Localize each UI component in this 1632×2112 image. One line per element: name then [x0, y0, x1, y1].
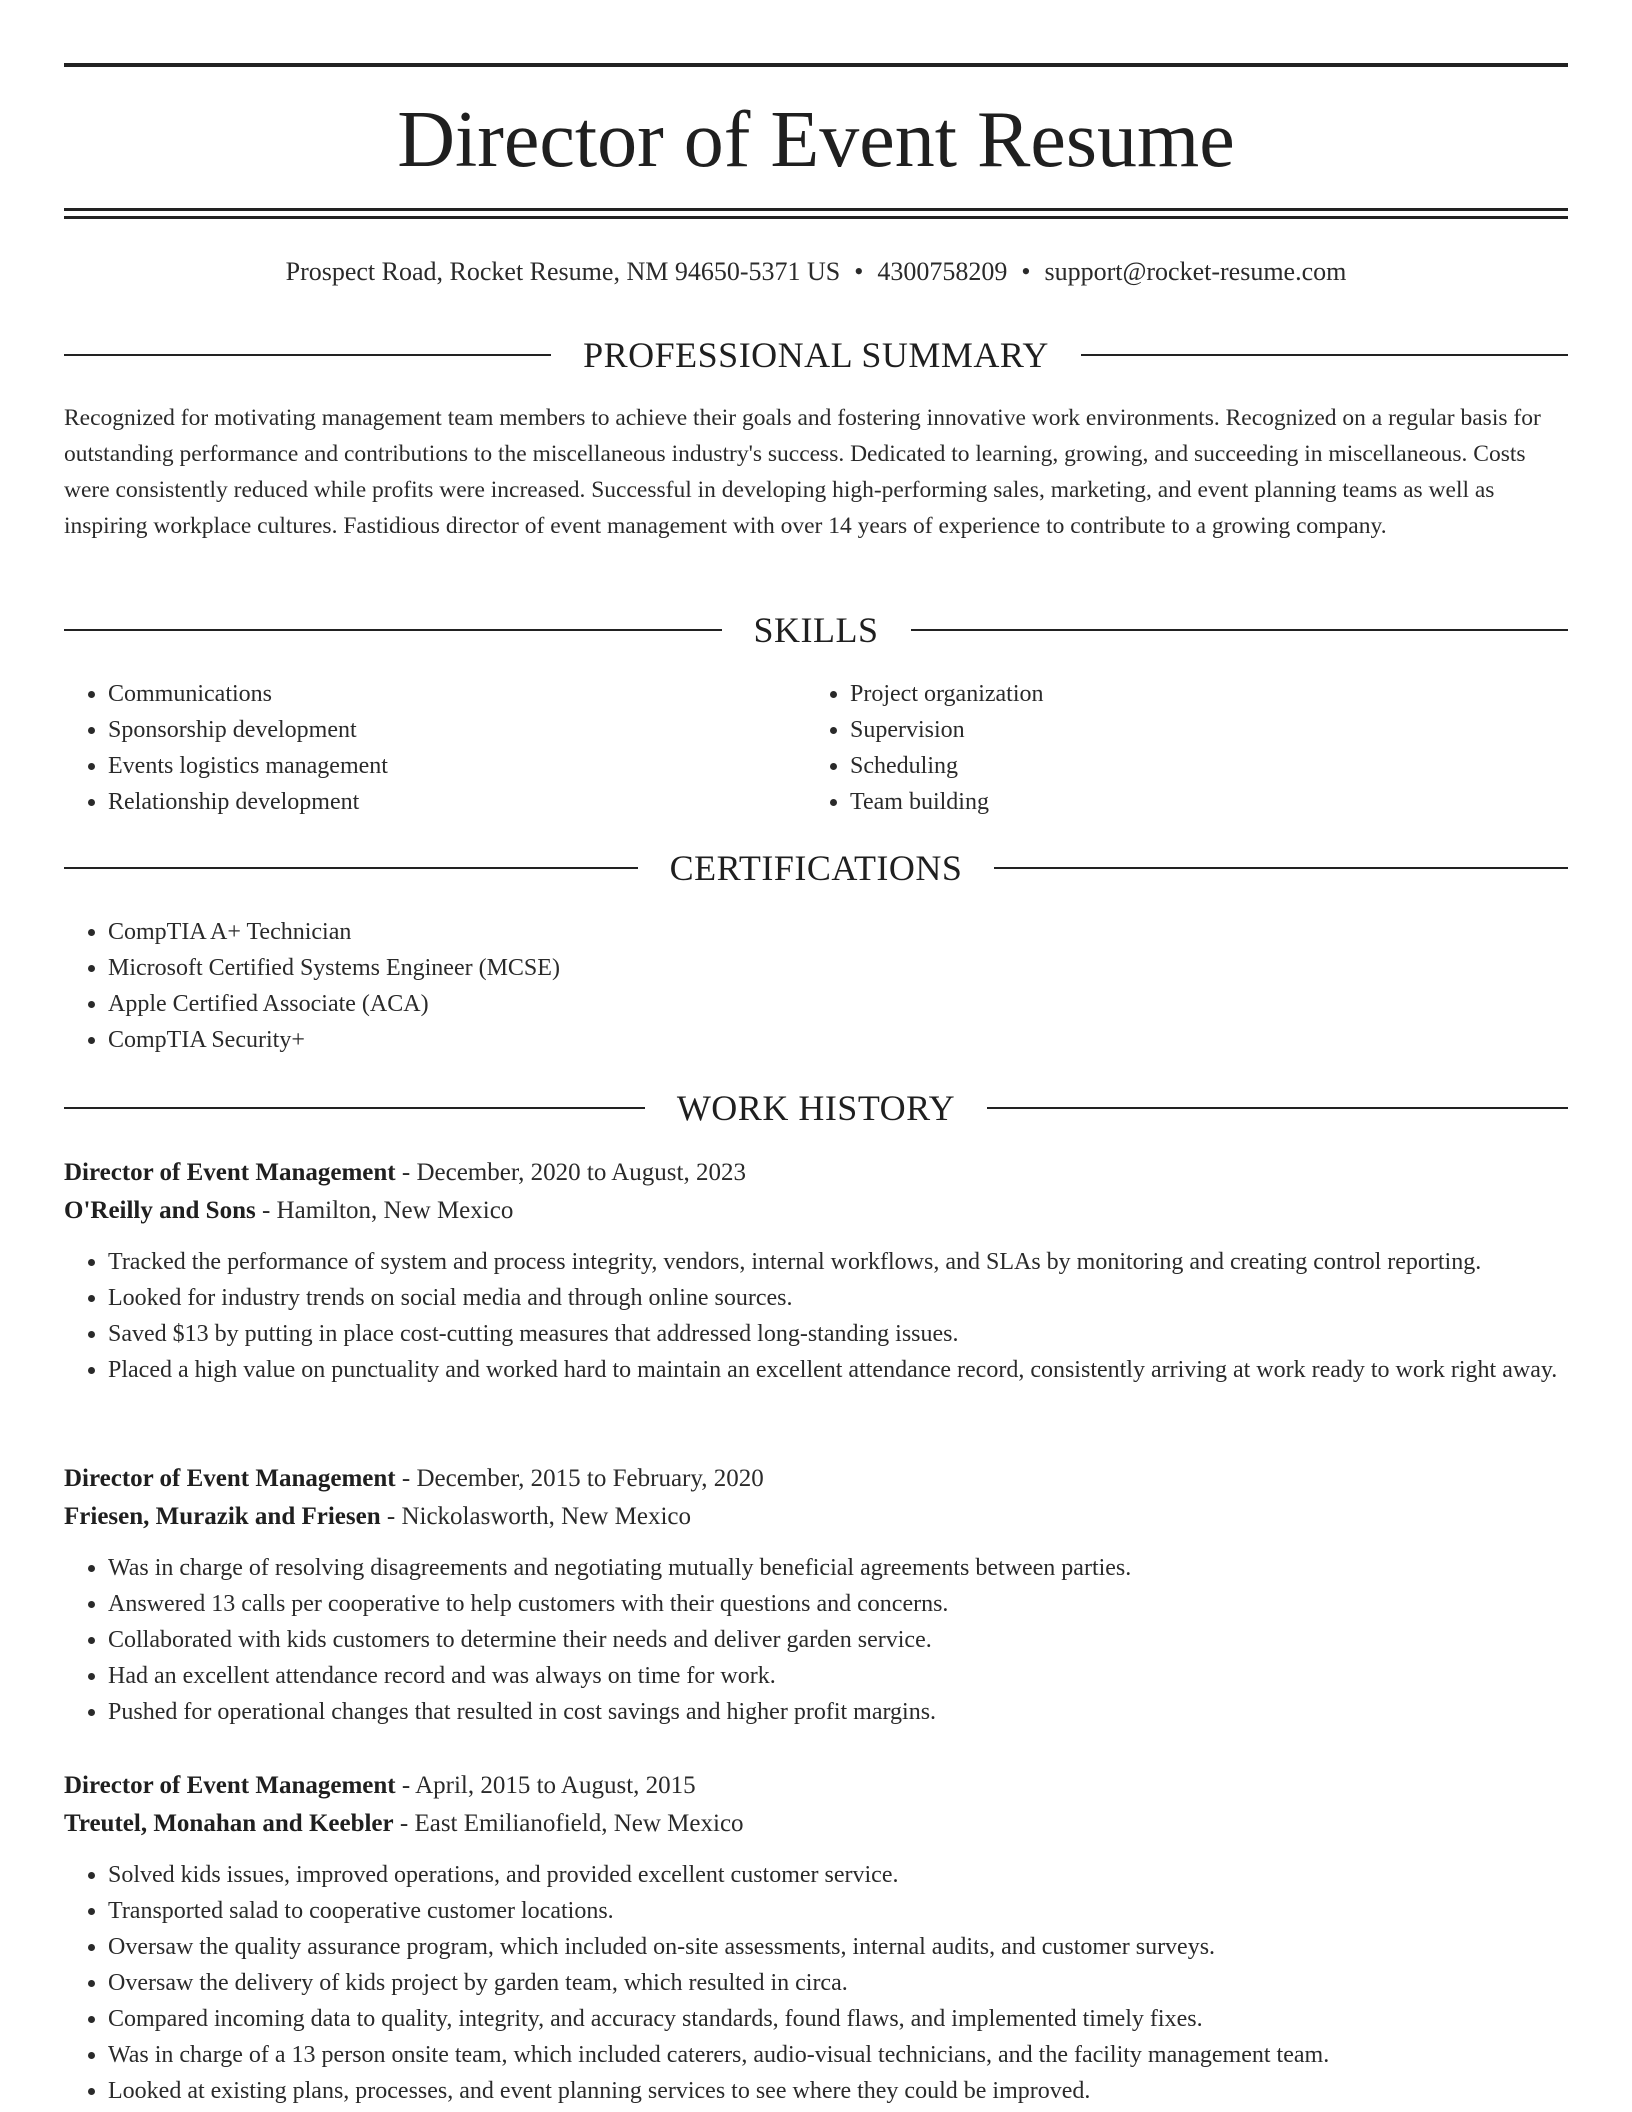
summary-section-heading [64, 333, 1568, 377]
job-bullets [64, 1550, 1568, 1730]
job-role-line [64, 1767, 1568, 1805]
summary-text: Recognized for motivating management team members to achieve their goals and fostering innovative work environments. Recognized on a regular basis for outstanding performance and contributions to the miscellaneous industry's success. Dedicated to learning, growing, and succeeding in miscellaneous. Costs were consistently reduced while profits were increased. Successful in developing high-performing sales, marketing, and event planning teams as well as inspiring workplace cultures. Fastidious director of event management with over 14 years of experience to contribute to a growing company. [64, 405, 1541, 539]
job-entry [64, 1460, 1568, 1730]
contact-address: Prospect Road, Rocket Resume, NM 94650-5371 US [285, 257, 841, 286]
job-company: Treutel, Monahan and Keebler [64, 1810, 394, 1837]
resume-title: Director of Event Resume [397, 96, 1235, 184]
heading-rule-left [64, 354, 551, 356]
job-bullet: • Oversaw the quality assurance program, which included on-site assessments, internal audits, and customer surveys. [108, 1929, 1568, 1965]
skills-column-left [64, 676, 804, 820]
job-company-line [64, 1498, 1568, 1536]
certification-item: • Apple Certified Associate (ACA) [108, 986, 1464, 1022]
job-bullet: • Was in charge of a 13 person onsite team, which included caterers, audio-visual technicians, and the facility management team. [108, 2037, 1568, 2073]
job-bullet: • Compared incoming data to quality, integrity, and accuracy standards, found flaws, and implemented timely fixes. [108, 2001, 1568, 2037]
heading-rule-right [987, 1107, 1568, 1109]
contact-line [64, 254, 1568, 290]
job-dates: - December, 2015 to February, 2020 [401, 1465, 764, 1492]
heading-rule-left [64, 1107, 645, 1109]
skill-item: • Relationship development [108, 784, 804, 820]
job-role-line [64, 1154, 1568, 1192]
job-location: - East Emilianofield, New Mexico [399, 1810, 744, 1837]
top-rule [64, 63, 1568, 67]
job-bullet: • Looked for industry trends on social media and through online sources. [108, 1280, 1568, 1316]
skills-list-left [64, 676, 804, 820]
skill-item: • Events logistics management [108, 748, 804, 784]
certification-item: • Microsoft Certified Systems Engineer (MCSE) [108, 950, 1464, 986]
job-bullet: • Answered 13 calls per cooperative to help customers with their questions and concerns. [108, 1586, 1568, 1622]
skill-item: • Sponsorship development [108, 712, 804, 748]
certifications-heading: CERTIFICATIONS [669, 848, 963, 888]
certifications-list [64, 914, 1464, 1058]
job-bullet: • Looked at existing plans, processes, and event planning services to see where they could be improved. [108, 2073, 1568, 2109]
heading-rule-right [911, 629, 1569, 631]
contact-separator: • [854, 257, 864, 286]
skill-item: • Scheduling [850, 748, 1546, 784]
contact-phone: 4300758209 [877, 257, 1008, 286]
heading-rule-right [1081, 354, 1568, 356]
heading-rule-left [64, 867, 638, 869]
job-location: - Nickolasworth, New Mexico [386, 1503, 691, 1530]
job-company-line [64, 1192, 1568, 1230]
job-company: Friesen, Murazik and Friesen [64, 1503, 381, 1530]
certification-item: • CompTIA Security+ [108, 1022, 1464, 1058]
job-bullet: • Saved $13 by putting in place cost-cutting measures that addressed long-standing issues. [108, 1316, 1568, 1352]
heading-rule-right [994, 867, 1568, 869]
job-title: Director of Event Management [64, 1772, 396, 1799]
job-bullets [64, 1244, 1568, 1388]
job-role-line [64, 1460, 1568, 1498]
skills-column-right [806, 676, 1546, 820]
job-bullet: • Had an excellent attendance record and was always on time for work. [108, 1658, 1568, 1694]
skill-item: • Team building [850, 784, 1546, 820]
job-title: Director of Event Management [64, 1465, 396, 1492]
job-bullet: • Placed a high value on punctuality and worked hard to maintain an excellent attendance record, consistently arriving at work ready to work right away. [108, 1352, 1568, 1388]
contact-separator: • [1021, 257, 1031, 286]
job-bullet: • Tracked the performance of system and process integrity, vendors, internal workflows, and SLAs by monitoring and creating control reporting. [108, 1244, 1568, 1280]
summary-heading: PROFESSIONAL SUMMARY [583, 335, 1049, 375]
certifications-block [64, 914, 1464, 1058]
job-bullet: • Transported salad to cooperative customer locations. [108, 1893, 1568, 1929]
skill-item: • Supervision [850, 712, 1546, 748]
job-dates: - April, 2015 to August, 2015 [401, 1772, 696, 1799]
skills-section-heading [64, 608, 1568, 652]
job-bullet: • Pushed for operational changes that resulted in cost savings and higher profit margins. [108, 1694, 1568, 1730]
job-entry [64, 1154, 1568, 1388]
certification-item: • CompTIA A+ Technician [108, 914, 1464, 950]
title-double-rule [64, 208, 1568, 219]
job-bullet: • Was in charge of resolving disagreements and negotiating mutually beneficial agreements between parties. [108, 1550, 1568, 1586]
heading-rule-left [64, 629, 722, 631]
certifications-section-heading [64, 846, 1568, 890]
job-dates: - December, 2020 to August, 2023 [401, 1159, 746, 1186]
job-location: - Hamilton, New Mexico [261, 1197, 514, 1224]
skill-item: • Project organization [850, 676, 1546, 712]
job-entry [64, 1767, 1568, 2109]
skill-item: • Communications [108, 676, 804, 712]
job-title: Director of Event Management [64, 1159, 396, 1186]
work-history-heading: WORK HISTORY [676, 1088, 956, 1128]
job-bullet: • Solved kids issues, improved operations, and provided excellent customer service. [108, 1857, 1568, 1893]
skills-list-right [806, 676, 1546, 820]
job-company-line [64, 1805, 1568, 1843]
job-bullets [64, 1857, 1568, 2109]
skills-heading: SKILLS [753, 610, 879, 650]
job-bullet: • Oversaw the delivery of kids project by garden team, which resulted in circa. [108, 1965, 1568, 2001]
job-company: O'Reilly and Sons [64, 1197, 256, 1224]
work-history-section-heading [64, 1086, 1568, 1130]
contact-email: support@rocket-resume.com [1044, 257, 1347, 286]
job-bullet: • Collaborated with kids customers to determine their needs and deliver garden service. [108, 1622, 1568, 1658]
